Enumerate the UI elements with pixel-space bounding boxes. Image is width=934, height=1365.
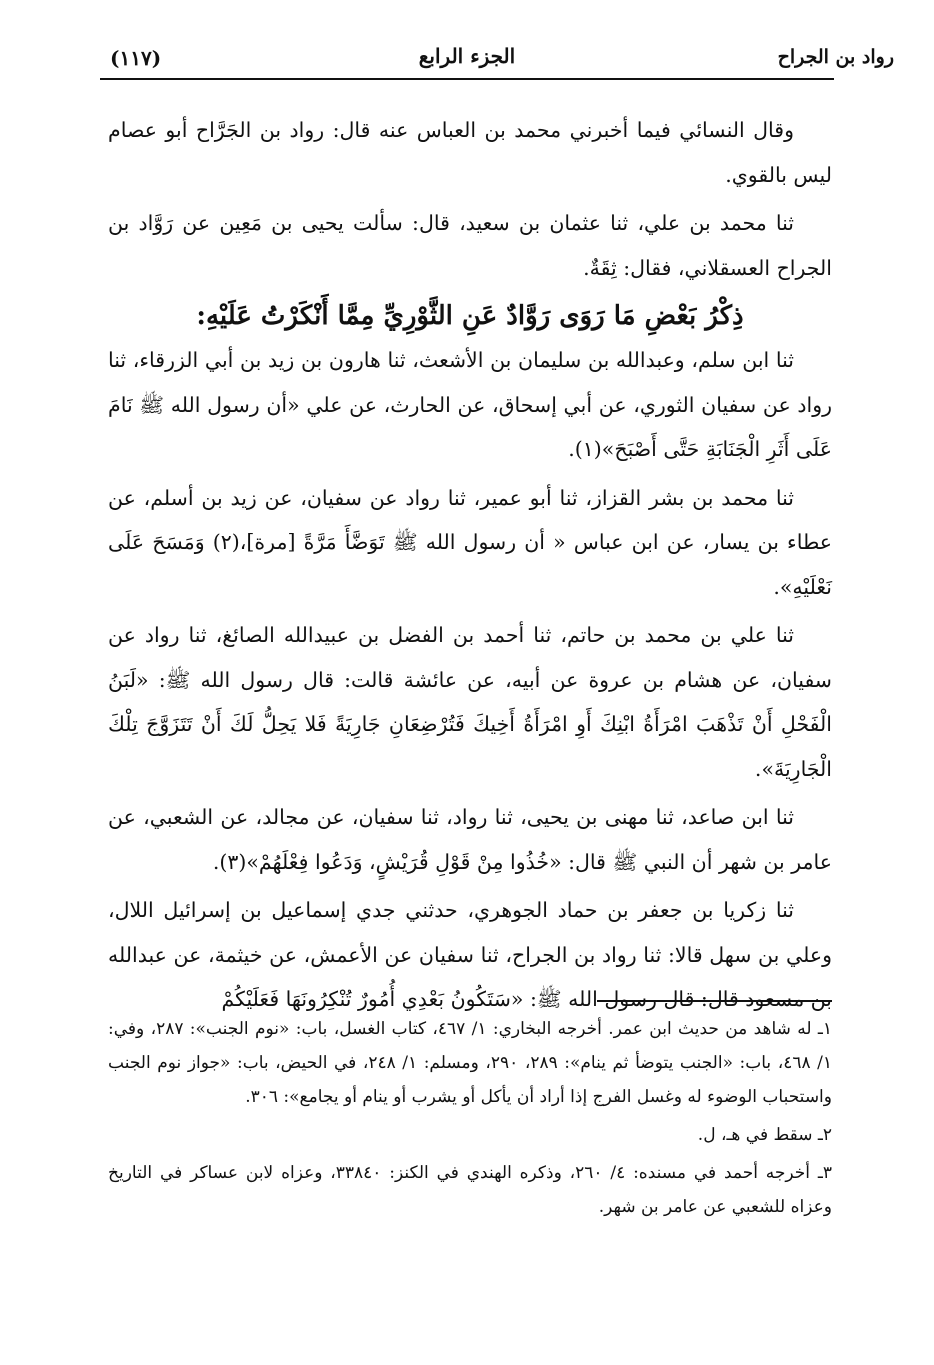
paragraph-3: ثنا ابن سلم، وعبدالله بن سليمان بن الأشعث، ثنا هارون بن زيد بن أبي الزرقاء، ثنا رواد عن سفيان الثوري، عن أبي إسحاق، عن الحارث، عن علي «أن رسول الله ﷺ نَامَ عَلَى أَثَرِ الْجَنَابَةِ حَتَّى أَصْبَحَ»(١). xyxy=(108,348,832,461)
paragraph-5: ثنا علي بن محمد بن حاتم، ثنا أحمد بن الفضل بن عبيدالله الصائغ، ثنا رواد عن سفيان، عن هشام بن عروة عن أبيه، عن عائشة قالت: قال رسول الله ﷺ: «لَبَنُ الْفَحْلِ أَنْ تَذْهَبَ امْرَأَةُ ابْنِكَ أَوِ امْرَأَةُ أَخِيكَ فَتُرْضِعَانِ جَارِيَةً فَلا يَحِلُّ لَكَ أَنْ تَتَزَوَّجَ تِلْكَ الْجَارِيَةَ». xyxy=(108,623,832,781)
footnote-1: ١ـ له شاهد من حديث ابن عمر. أخرجه البخاري: ١/ ٤٦٧، كتاب الغسل، باب: «نوم الجنب»: ٢٨٧، وفي: ١/ ٤٦٨، باب: «الجنب يتوضأ ثم ينام»: ٢٨٩، ٢٩٠، ومسلم: ١/ ٢٤٨، في الحيض، باب: «جواز نوم الجنب واستحباب الوضوء له وغسل الفرج إذا أراد أن يأكل أو يشرب أو ينام أو يجامع»: ٣٠٦. xyxy=(108,1019,832,1107)
page-number: (١١٧) xyxy=(110,46,162,70)
running-title: رواد بن الجراح xyxy=(777,46,894,68)
section-heading: ذِكْرُ بَعْضِ مَا رَوَى رَوَّادٌ عَنِ الثَّوْرِيِّ مِمَّا أَنْكَرْتُ عَلَيْهِ: xyxy=(196,301,744,331)
footnote-3: ٣ـ أخرجه أحمد في مسنده: ٤/ ٢٦٠، وذكره الهندي في الكنز: ٣٣٨٤٠، وعزاه لابن عساكر في التاريخ وعزاه للشعبي عن عامر بن شهر. xyxy=(108,1163,832,1217)
paragraph-2: ثنا محمد بن علي، ثنا عثمان بن سعيد، قال: سألت يحيى بن مَعِين عن رَوَّاد بن الجراح العسقلاني، فقال: ثِقَةٌ. xyxy=(108,211,832,280)
paragraph-7: ثنا زكريا بن جعفر بن حماد الجوهري، حدثني جدي إسماعيل بن إسرائيل اللال، وعلي بن سهل قالا: ثنا رواد بن الجراح، ثنا سفيان عن الأعمش، عن خيثمة، عن عبدالله بن مسعود قال: قال رسول الله ﷺ: «سَتَكُونُ بَعْدِي أُمُورٌ تُنْكِرُونَهَا فَعَلَيْكُمْ xyxy=(108,898,832,1011)
header-rule xyxy=(100,78,834,80)
footnote-rule xyxy=(597,1000,832,1002)
footnote-2: ٢ـ سقط في هـ، ل. xyxy=(697,1125,832,1145)
volume-title: الجزء الرابع xyxy=(418,44,516,68)
paragraph-1: وقال النسائي فيما أخبرني محمد بن العباس عنه قال: رواد بن الجَرَّاح أبو عصام ليس بالقوي. xyxy=(108,118,832,187)
paragraph-6: ثنا ابن صاعد، ثنا مهنى بن يحيى، ثنا رواد، ثنا سفيان، عن مجالد، عن الشعبي، عن عامر بن شهر أن النبي ﷺ قال: «خُذُوا مِنْ قَوْلِ قُرَيْشٍ، وَدَعُوا فِعْلَهُمْ»(٣). xyxy=(108,805,832,874)
footnotes xyxy=(108,1012,832,1228)
paragraph-4: ثنا محمد بن بشر القزاز، ثنا أبو عمير، ثنا رواد عن سفيان، عن زيد بن أسلم، عن عطاء بن يسار، عن ابن عباس « أن رسول الله ﷺ تَوَضَّأَ مَرَّةً [مرة]،(٢) وَمَسَحَ عَلَى نَعْلَيْهِ». xyxy=(108,485,832,599)
main-text xyxy=(108,108,832,1026)
